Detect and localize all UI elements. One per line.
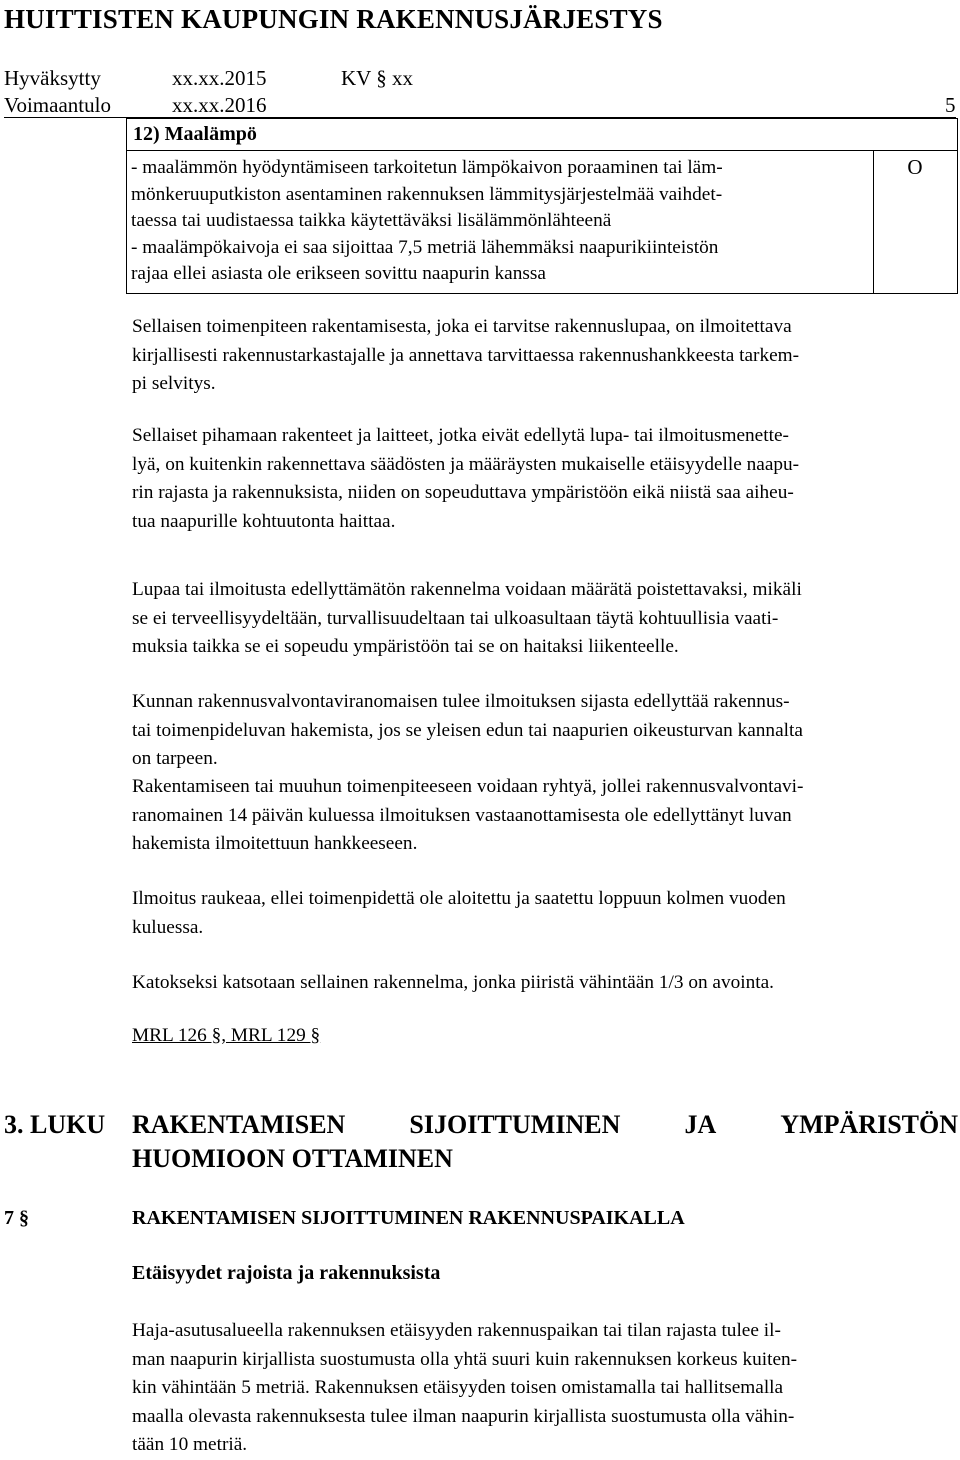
table-row-divider: [127, 150, 957, 151]
approved-date: xx.xx.2015: [172, 66, 267, 90]
maalampo-table: [126, 118, 958, 294]
section-number: 7 §: [4, 1207, 29, 1229]
chapter-number: 3. LUKU: [4, 1110, 106, 1139]
chapter-title-line1: [132, 1110, 958, 1140]
subsection-text: Haja-asutusalueella rakennuksen etäisyyden rakennuspaikan tai tilan rajasta tulee il- man naapurin kirjallista suostumusta olla yhtä suuri kuin rakennuksen korkeus kuiten- kin vähintään 5 metriä. Rakennuksen etäisyyden toisen omistamalla tai hallitsemalla maalla olevasta rakennuksesta tulee ilman naapurin kirjallista suostumusta olla vähin- tään 10 metriä.: [132, 1320, 798, 1456]
table-description: - maalämmön hyödyntämiseen tarkoitetun lämpökaivon poraaminen tai läm- mönkeruuputkiston asentaminen rakennuksen lämmitysjärjestelmää vaihdet- taessa tai uudistaessa taikka käytettäväksi lisälämmönlähteenä - maalämpökaivoja ei saa sijoittaa 7,5 metriä lähemmäksi naapurikiinteistön rajaa ellei asiasta ole erikseen sovittu naapurin kanssa: [131, 157, 723, 285]
approved-body: KV § xx: [341, 66, 413, 90]
subsection-title: Etäisyydet rajoista ja rakennuksista: [132, 1262, 441, 1284]
approved-label: Hyväksytty: [4, 66, 101, 90]
table-title: 12) Maalämpö: [133, 123, 257, 145]
effective-label: Voimaantulo: [4, 93, 111, 117]
paragraph-rakennuslupa: Kunnan rakennusvalvontaviranomaisen tulee ilmoituksen sijasta edellyttää rakennus- tai toimenpideluvan hakemista, jos se yleisen edun tai naapurien oikeusturvan kannalta on tarpeen.: [132, 691, 803, 770]
chapter-word: RAKENTAMISEN: [132, 1110, 346, 1139]
chapter-word: SIJOITTUMINEN: [409, 1110, 621, 1139]
chapter-word: YMPÄRISTÖN: [780, 1110, 958, 1139]
paragraph-ilmoitus: Sellaisen toimenpiteen rakentamisesta, joka ei tarvitse rakennuslupaa, on ilmoitettava kirjallisesti rakennustarkastajalle ja annettava tarvittaessa rakennushankkeesta tarkem- pi selvitys.: [132, 316, 800, 395]
law-reference: MRL 126 §, MRL 129 §: [132, 1025, 321, 1046]
page-number: 5: [945, 93, 956, 117]
paragraph-katos: Katokseksi katsotaan sellainen rakennelma, jonka piiristä vähintään 1/3 on avointa.: [132, 972, 774, 993]
chapter-title-line2: HUOMIOON OTTAMINEN: [132, 1144, 453, 1173]
effective-date: xx.xx.2016: [172, 93, 267, 117]
section-title: RAKENTAMISEN SIJOITTUMINEN RAKENNUSPAIKALLA: [132, 1207, 685, 1229]
paragraph-poistettavaksi: Lupaa tai ilmoitusta edellyttämätön rakennelma voidaan määrätä poistettavaksi, mikäli se ei terveellisyydeltään, turvallisuudeltaan tai ulkoasultaan täytä kohtuullisia vaati- muksia taikka se ei sopeudu ympäristöön tai se on haitaksi liikenteelle.: [132, 579, 802, 658]
chapter-word: JA: [684, 1110, 717, 1139]
paragraph-pihamaa: Sellaiset pihamaan rakenteet ja laitteet, jotka eivät edellytä lupa- tai ilmoitusmenette- lyä, on kuitenkin rakennettava säädösten ja määräysten mukaiselle etäisyydelle naapu- rin rajasta ja rakennuksista, niiden on sopeuduttava ympäristöön eikä niistä saa aiheu- tua naapurille kohtuutonta haittaa.: [132, 425, 800, 532]
paragraph-ryhtyminen: Rakentamiseen tai muuhun toimenpiteeseen voidaan ryhtyä, jollei rakennusvalvontavi- ranomainen 14 päivän kuluessa ilmoituksen vastaanottamisesta ole edellyttänyt luvan hakemista ilmoitettuun hankkeeseen.: [132, 776, 804, 855]
paragraph-raukeaminen: Ilmoitus raukeaa, ellei toimenpidettä ole aloitettu ja saatettu loppuun kolmen vuoden kuluessa.: [132, 888, 786, 938]
table-mark: O: [907, 155, 923, 179]
document-title: HUITTISTEN KAUPUNGIN RAKENNUSJÄRJESTYS: [4, 4, 663, 34]
